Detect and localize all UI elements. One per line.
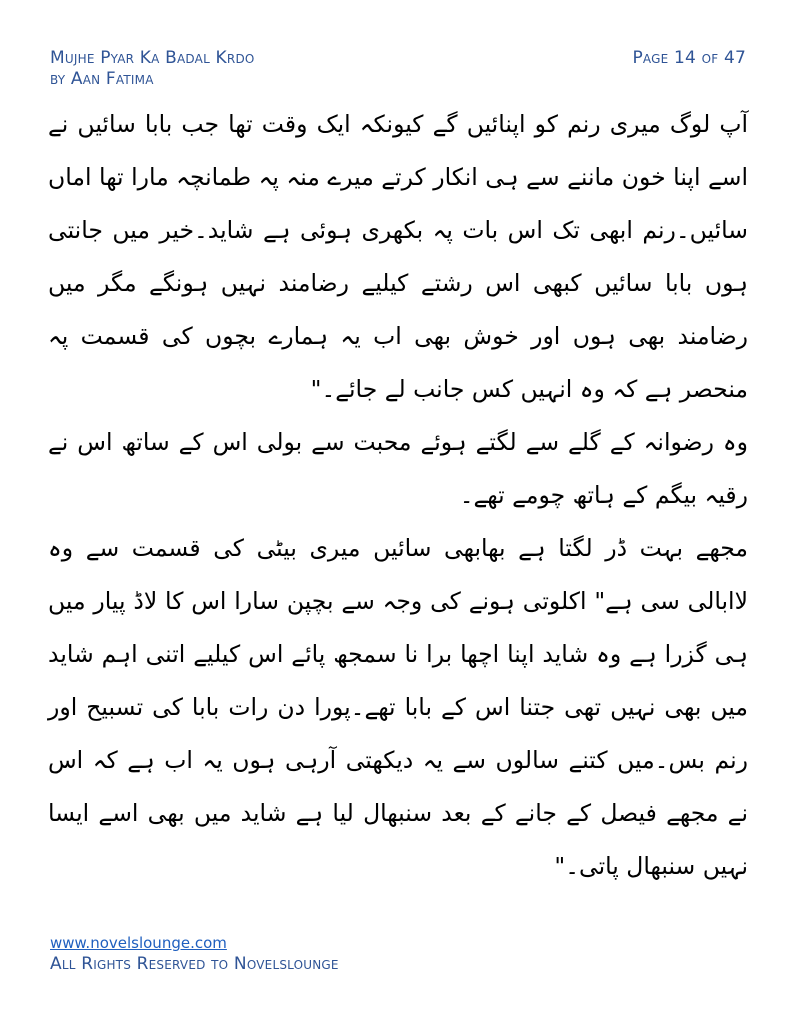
header-left xyxy=(50,48,255,90)
page-footer xyxy=(50,934,339,975)
document-body xyxy=(48,98,748,893)
paragraph-2: وہ رضوانہ کے گلے سے لگتے ہوئے محبت سے بولی اس کے ساتھ اس نے رقیہ بیگم کے ہاتھ چومے تھے۔ xyxy=(48,428,748,509)
author-line: by Aan Fatima xyxy=(50,69,154,89)
paragraph-1: آپ لوگ میری رنم کو اپنائیں گے کیونکہ ایک وقت تھا جب بابا سائیں نے اسے اپنا خون ماننے سے ہی انکار کرتے میرے منہ پہ طمانچہ مارا تھا اماں سائیں۔رنم ابھی تک اس بات پہ بکھری ہوئی ہے شاید۔خیر میں جانتی ہوں بابا سائیں کبھی اس رشتے کیلیے رضامند نہیں ہونگے مگر میں رضامند بھی ہوں اور خوش بھی اب یہ ہمارے بچوں کی قسمت پہ منحصر ہے کہ وہ انہیں کس جانب لے جائے۔" xyxy=(48,110,748,403)
paragraph-3: مجھے بہت ڈر لگتا ہے بھابھی سائیں میری بیٹی کی قسمت سے وہ لاابالی سی ہے" اکلوتی ہونے کی وجہ سے بچپن سارا اس کا لاڈ پیار میں ہی گزرا ہے وہ شاید اپنا اچھا برا نا سمجھ پائے اس کیلیے اتنی اہم شاید میں بھی نہیں تھی جتنا اس کے بابا تھے۔پورا دن رات بابا کی تسبیح اور رنم بس۔میں کتنے سالوں سے یہ دیکھتی آرہی ہوں یہ اب ہے کہ اس نے مجھے فیصل کے جانے کے بعد سنبھال لیا ہے شاید میں بھی اسے ایسا نہیں سنبھال پاتی۔" xyxy=(48,534,748,880)
page-indicator: Page 14 of 47 xyxy=(632,48,746,68)
novel-title: Mujhe Pyar Ka Badal Krdo xyxy=(50,48,255,68)
website-link[interactable]: www.novelslounge.com xyxy=(50,934,227,952)
rights-notice: All Rights Reserved to Novelslounge xyxy=(50,954,339,974)
